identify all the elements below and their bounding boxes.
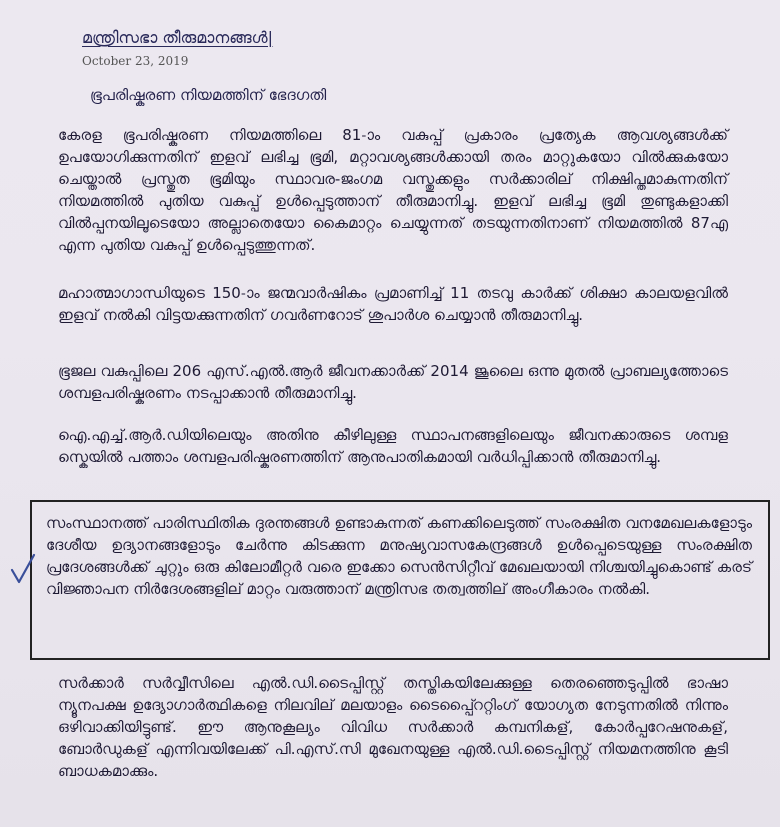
paragraph-prisoner-remission: മഹാത്മാഗാന്ധിയുടെ 150-ാം ജന്മവാർഷികം പ്രമാണിച്ച് 11 തടവു കാർക്ക് ശിക്ഷാ കാലയളവിൽ ഇളവ് നൽകി വിട്ടയക്കുന്നതിന് ഗവർണറോട് ശുപാർശ ചെയ്യാൻ തീരുമാനിച്ചു. bbox=[58, 284, 728, 324]
page-header-title: മന്ത്രിസഭാ തീരുമാനങ്ങൾ| bbox=[82, 28, 274, 47]
handwritten-tick-mark bbox=[10, 552, 36, 588]
paragraph-groundwater-pay-revision: ഭൂജല വകുപ്പിലെ 206 എസ്.എൽ.ആർ ജീവനക്കാർക്ക് 2014 ജൂലൈ ഒന്നു മുതൽ പ്രാബല്യത്തോടെ ശമ്പളപരിഷ്കരണം നടപ്പാക്കാൻ തീരുമാനിച്ചു. bbox=[58, 362, 728, 402]
page-header-date: October 23, 2019 bbox=[82, 54, 189, 68]
paragraph-eco-sensitive-zone: സംസ്ഥാനത്ത് പാരിസ്ഥിതിക ദുരന്തങ്ങൾ ഉണ്ടാകുന്നത് കണക്കിലെടുത്ത് സംരക്ഷിത വനമേഖലകളോടും ദേശീയ ഉദ്യാനങ്ങളോടും ചേർന്നു കിടക്കുന്ന മനുഷ്യവാസകേന്ദ്രങ്ങൾ ഉൾപ്പെടെയുള്ള സംരക്ഷിത പ്രദേശങ്ങൾക്ക് ചുറ്റും ഒരു കിലോമീറ്റർ വരെ ഇക്കോ സെൻസിറ്റീവ് മേഖലയായി നിശ്ചയിച്ചുകൊണ്ട് കരട് വിജ്ഞാപന നിർദേശങ്ങളില് മാറ്റം വരുത്താന് മന്ത്രിസഭ തത്വത്തില് അംഗീകാരം നൽകി. bbox=[46, 514, 752, 598]
paragraph-ld-typist: സർക്കാർ സർവ്വീസിലെ എൽ.ഡി.ടൈപ്പിസ്റ്റ് തസ്തികയിലേക്കുള്ള തെരഞ്ഞെടുപ്പിൽ ഭാഷാ ന്യൂനപക്ഷ ഉദ്യോഗാർത്ഥികളെ നിലവില് മലയാളം ടൈപ്പ്റൈറ്റിംഗ് യോഗ്യത നേടുന്നതിൽ നിന്നും ഒഴിവാക്കിയിട്ടുണ്ട്. ഈ ആനുകൂല്യം വിവിധ സർക്കാർ കമ്പനികള്, കോർപ്പറേഷനുകള്, ബോർഡുകള് എന്നിവയിലേക്ക് പി.എസ്.സി മുഖേനയുള്ള എൽ.ഡി.ടൈപ്പിസ്റ്റ് നിയമനത്തിനു കൂടി ബാധകമാക്കും. bbox=[58, 674, 728, 780]
section-title: ഭൂപരിഷ്കരണ നിയമത്തിന് ഭേദഗതി bbox=[90, 86, 327, 104]
paragraph-land-reform: കേരള ഭൂപരിഷ്കരണ നിയമത്തിലെ 81-ാം വകുപ്പ് പ്രകാരം പ്രത്യേക ആവശ്യങ്ങൾക്ക് ഉപയോഗിക്കുന്നതിന് ഇളവ് ലഭിച്ച ഭൂമി, മറ്റാവശ്യങ്ങൾക്കായി തരം മാറ്റുകയോ വിൽക്കുകയോ ചെയ്താൽ പ്രസ്തുത ഭൂമിയും സ്ഥാവര-ജംഗമ വസ്തുക്കളും സർക്കാരില് നിക്ഷിപ്തമാകുന്നതിന് നിയമത്തിൽ പുതിയ വകുപ്പ് ഉൾപ്പെടുത്താന് തീരുമാനിച്ചു. ഇളവ് ലഭിച്ച ഭൂമി തുണ്ടുകളാക്കി വിൽപ്പനയിലൂടെയോ അല്ലാതെയോ കൈമാറ്റം ചെയ്യുന്നത് തടയുന്നതിനാണ് നിയമത്തിൽ 87എ എന്ന പുതിയ വകുപ്പ് ഉൾപ്പെടുത്തുന്നത്. bbox=[58, 126, 728, 254]
paragraph-ihrd-pay-scale: ഐ.എച്ച്.ആർ.ഡിയിലെയും അതിനു കീഴിലുള്ള സ്ഥാപനങ്ങളിലെയും ജീവനക്കാരുടെ ശമ്പള സ്കെയിൽ പത്താം ശമ്പളപരിഷ്കരണത്തിന് ആനുപാതികമായി വർധിപ്പിക്കാൻ തീരുമാനിച്ചു. bbox=[58, 426, 728, 466]
